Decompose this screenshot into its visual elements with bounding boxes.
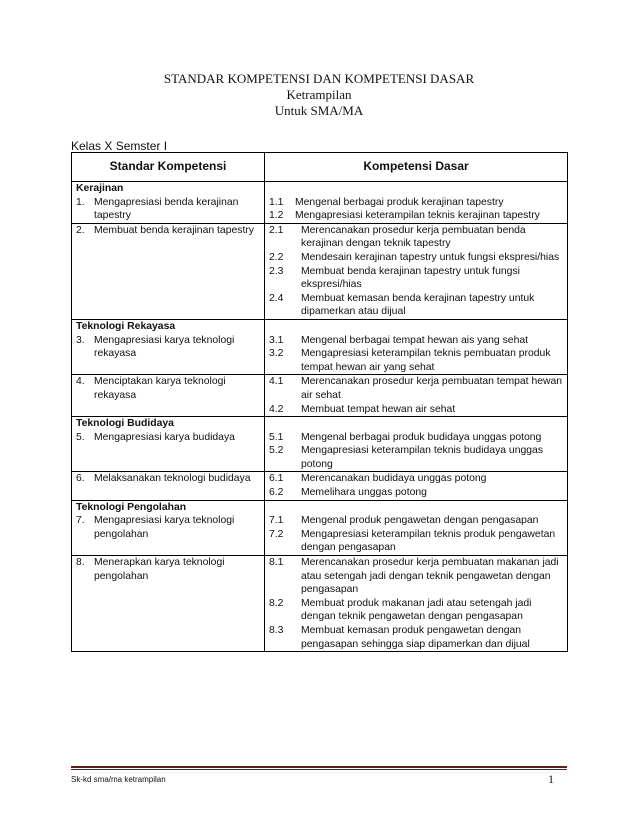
footer-rule-thin xyxy=(71,769,567,770)
kd-text: Mendesain kerajinan tapestry untuk fungsi ekspresi/hias xyxy=(301,251,560,263)
column-header-standar: Standar Kompetensi xyxy=(72,153,265,182)
competency-table xyxy=(71,152,568,652)
kd-number: 5.2 xyxy=(269,445,284,457)
kompetensi-dasar-item xyxy=(269,403,563,417)
kd-number: 3.1 xyxy=(269,334,284,346)
kompetensi-dasar-item xyxy=(269,528,563,555)
kd-text: Memelihara unggas potong xyxy=(301,487,427,499)
sk-number: 1. xyxy=(76,196,85,208)
kompetensi-dasar-cell xyxy=(265,223,568,319)
kd-text: Membuat produk makanan jadi atau setengah jadi dengan teknik pengawetan dengan pengasapan xyxy=(301,597,532,623)
column-header-kompetensi: Kompetensi Dasar xyxy=(265,153,568,182)
standar-kompetensi-item xyxy=(76,431,260,445)
standar-kompetensi-item xyxy=(76,334,260,361)
footer-label: Sk-kd sma/ma ketrampilan xyxy=(71,775,166,784)
sk-number: 6. xyxy=(76,473,85,485)
section-heading: Teknologi Budidaya xyxy=(76,418,174,430)
kd-number: 6.2 xyxy=(269,487,284,499)
kompetensi-dasar-item xyxy=(269,265,563,292)
standar-kompetensi-cell xyxy=(72,375,265,417)
kompetensi-dasar-item xyxy=(269,347,563,374)
kompetensi-dasar-item xyxy=(269,556,563,597)
kd-text: Merencanakan budidaya unggas potong xyxy=(301,473,487,485)
table-row xyxy=(72,319,568,374)
table-row xyxy=(72,500,568,555)
kompetensi-dasar-cell xyxy=(265,319,568,374)
kd-number: 5.1 xyxy=(269,431,284,443)
kd-text: Merencanakan prosedur kerja pembuatan makanan jadi atau setengah jadi dengan teknik pengawetan dengan pengasapan xyxy=(301,557,559,596)
sk-text: Melaksanakan teknologi budidaya xyxy=(94,473,251,485)
kompetensi-dasar-item xyxy=(269,375,563,402)
kompetensi-dasar-cell xyxy=(265,556,568,652)
sk-text: Membuat benda kerajinan tapestry xyxy=(94,224,254,236)
kd-text: Merencanakan prosedur kerja pembuatan tempat hewan air sehat xyxy=(301,376,563,401)
section-heading: Teknologi Pengolahan xyxy=(76,501,187,513)
sk-text: Mengapresiasi karya teknologi rekayasa xyxy=(94,334,235,360)
kd-number: 8.2 xyxy=(269,597,284,609)
kompetensi-dasar-cell xyxy=(265,472,568,500)
sk-number: 5. xyxy=(76,431,85,443)
kd-text: Mengenal berbagai tempat hewan ais yang sehat xyxy=(301,334,529,346)
document-header xyxy=(0,71,638,119)
kd-text: Membuat kemasan produk pengawetan dengan pengasapan sehingga siap dipamerkan dan dijual xyxy=(301,625,530,650)
kompetensi-dasar-item xyxy=(269,624,563,651)
kd-number: 8.1 xyxy=(269,557,284,569)
page-number: 1 xyxy=(548,772,554,786)
table-header-row xyxy=(72,153,568,182)
kd-text: Merencanakan prosedur kerja pembuatan benda kerajinan dengan teknik tapestry xyxy=(301,224,526,250)
kd-number: 7.2 xyxy=(269,528,284,540)
section-spacer xyxy=(269,501,563,515)
kompetensi-dasar-item xyxy=(269,431,563,445)
kd-number: 2.4 xyxy=(269,292,284,304)
section-heading: Teknologi Rekayasa xyxy=(76,320,176,332)
sk-number: 2. xyxy=(76,224,85,236)
section-spacer xyxy=(269,320,563,334)
kompetensi-dasar-item xyxy=(269,514,563,528)
sk-number: 7. xyxy=(76,515,85,527)
footer-rule xyxy=(71,766,567,768)
kompetensi-dasar-item xyxy=(269,472,563,486)
kompetensi-dasar-item xyxy=(269,444,563,471)
section-spacer xyxy=(269,182,563,196)
kd-number: 1.1 xyxy=(269,196,284,208)
sk-text: Menciptakan karya teknologi rekayasa xyxy=(94,376,226,401)
section-heading: Kerajinan xyxy=(76,183,124,194)
standar-kompetensi-cell xyxy=(72,500,265,555)
standar-kompetensi-cell xyxy=(72,556,265,652)
class-semester-label: Kelas X Semster I xyxy=(71,139,168,153)
kompetensi-dasar-item xyxy=(269,251,563,265)
kd-text: Mengenal berbagai produk kerajinan tapestry xyxy=(295,196,504,208)
table-row xyxy=(72,223,568,319)
standar-kompetensi-cell xyxy=(72,182,265,224)
kompetensi-dasar-cell xyxy=(265,417,568,472)
kompetensi-dasar-item xyxy=(269,597,563,624)
document-subtitle: Ketrampilan xyxy=(286,87,352,102)
kd-number: 3.2 xyxy=(269,348,284,360)
kd-number: 6.1 xyxy=(269,473,284,485)
standar-kompetensi-cell xyxy=(72,417,265,472)
section-spacer xyxy=(269,417,563,431)
sk-number: 3. xyxy=(76,334,85,346)
document-level: Untuk SMA/MA xyxy=(274,103,364,118)
kompetensi-dasar-item xyxy=(269,486,563,500)
kd-number: 2.1 xyxy=(269,224,284,236)
kd-number: 4.2 xyxy=(269,403,284,415)
kd-text: Mengenal berbagai produk budidaya unggas potong xyxy=(301,431,542,443)
kd-number: 8.3 xyxy=(269,625,284,636)
sk-text: Mengapresiasi karya teknologi pengolahan xyxy=(94,515,235,540)
kd-number: 2.2 xyxy=(269,251,284,263)
kd-text: Membuat kemasan benda kerajinan tapestry untuk dipamerkan atau dijual xyxy=(301,292,535,318)
table-row xyxy=(72,417,568,472)
kd-text: Mengapresiasi keterampilan teknis pembuatan produk tempat hewan air yang sehat xyxy=(301,348,551,373)
kd-number: 7.1 xyxy=(269,515,284,527)
kd-number: 2.3 xyxy=(269,265,284,277)
kd-number: 4.1 xyxy=(269,376,284,388)
sk-text: Menerapkan karya teknologi pengolahan xyxy=(94,557,225,582)
kompetensi-dasar-cell xyxy=(265,182,568,224)
standar-kompetensi-cell xyxy=(72,223,265,319)
sk-number: 4. xyxy=(76,376,85,388)
standar-kompetensi-item xyxy=(76,514,260,541)
standar-kompetensi-cell xyxy=(72,472,265,500)
standar-kompetensi-item xyxy=(76,196,260,223)
table-row xyxy=(72,182,568,224)
kompetensi-dasar-item xyxy=(269,224,563,251)
kompetensi-dasar-cell xyxy=(265,375,568,417)
standar-kompetensi-cell xyxy=(72,319,265,374)
standar-kompetensi-item xyxy=(76,472,260,486)
kd-text: Membuat tempat hewan air sehat xyxy=(301,403,456,415)
sk-text: Mengapresiasi benda kerajinan tapestry xyxy=(94,196,239,222)
kd-text: Mengapresiasi keterampilan teknis kerajinan tapestry xyxy=(295,210,540,222)
document-title: STANDAR KOMPETENSI DAN KOMPETENSI DASAR xyxy=(163,71,475,86)
sk-text: Mengapresiasi karya budidaya xyxy=(94,431,235,443)
kd-text: Mengapresiasi keterampilan teknis produk pengawetan dengan pengasapan xyxy=(301,528,556,554)
kd-text: Mengenal produk pengawetan dengan pengasapan xyxy=(301,515,539,527)
table-row xyxy=(72,472,568,500)
kompetensi-dasar-cell xyxy=(265,500,568,555)
kompetensi-dasar-item xyxy=(269,196,563,210)
kompetensi-dasar-item xyxy=(269,334,563,348)
standar-kompetensi-item xyxy=(76,375,260,402)
table-row xyxy=(72,556,568,652)
kd-text: Membuat benda kerajinan tapestry untuk fungsi ekspresi/hias xyxy=(301,265,520,291)
sk-number: 8. xyxy=(76,557,85,569)
table-row xyxy=(72,375,568,417)
table-body xyxy=(72,182,568,652)
kd-text: Mengapresiasi keterampilan teknis budidaya unggas potong xyxy=(301,445,544,470)
kompetensi-dasar-item xyxy=(269,292,563,319)
standar-kompetensi-item xyxy=(76,556,260,583)
kompetensi-dasar-item xyxy=(269,209,563,223)
kd-number: 1.2 xyxy=(269,210,284,222)
standar-kompetensi-item xyxy=(76,224,260,238)
